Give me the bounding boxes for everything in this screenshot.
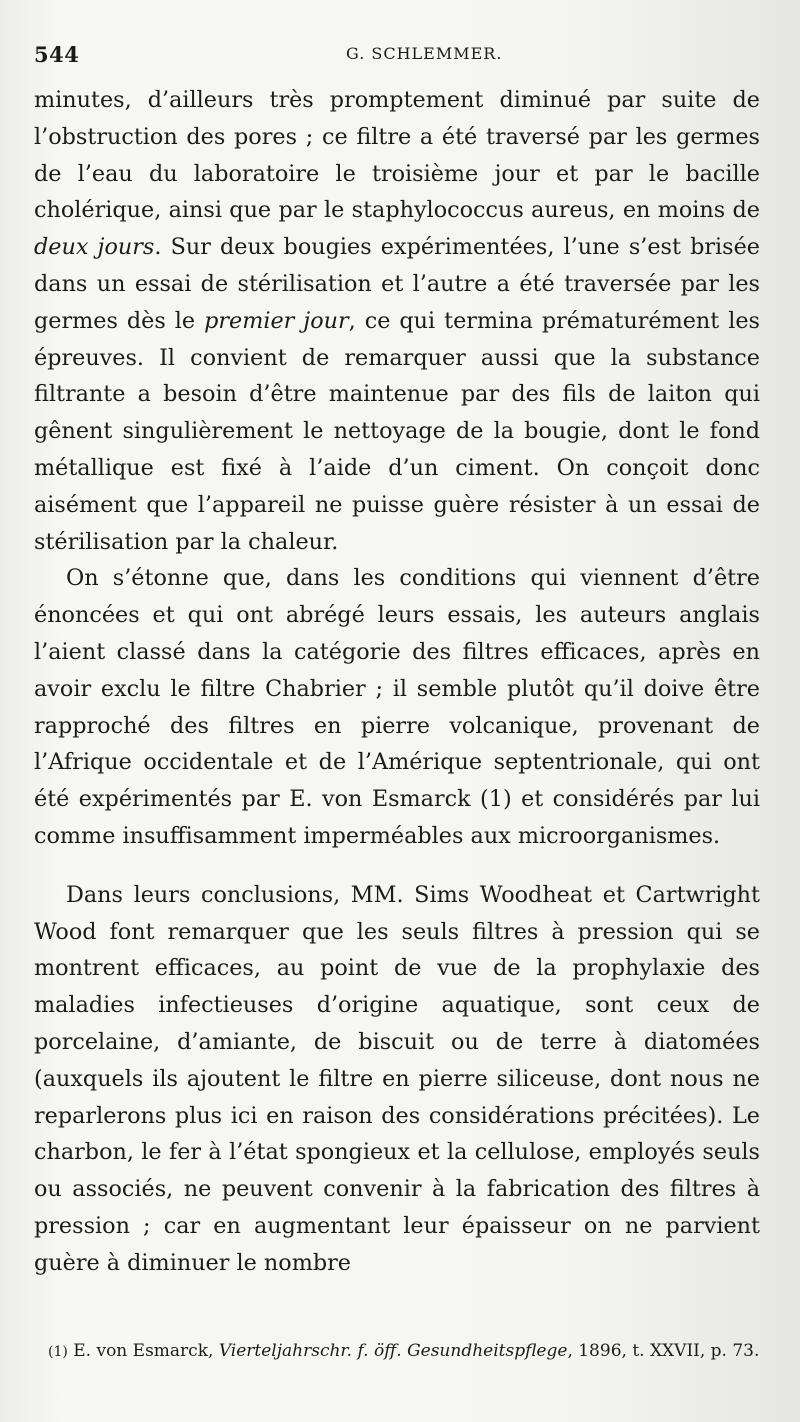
paragraph-1 — [34, 82, 760, 560]
text-segment: Dans leurs conclusions, MM. Sims Woodheat et Cartwright Wood font remarquer que les seuls filtres à pression qui se montrent efficaces, au point de vue de la prophylaxie des maladies infectieuses d’origine aquatique, sont ceux de porcelaine, d’amiante, de biscuit ou de terre à diatomées (auxquels ils ajoutent le filtre en pierre siliceuse, dont nous ne reparlerons plus ici en raison des considérations précitées). Le charbon, le fer à l’état spongieux et la cellulose, employés seuls ou associés, ne peuvent convenir à la fabrication des filtres à pression ; car en augmentant leur épaisseur on ne parvient guère à diminuer le nombre — [34, 881, 760, 1276]
text-segment: . Sur deux bougies expérimentées, l’une s’est brisée dans un essai de stérilisation et l’autre a été traversée par les germes dès le — [34, 234, 760, 334]
text-segment: minutes, d’ailleurs très promptement diminué par suite de l’obstruction des pores ; ce filtre a été traversé par les germes de l’eau du laboratoire le troisième jour et par le bacille cholérique, ainsi que par le staphylococcus aureus, en moins de — [34, 87, 760, 224]
page-header — [34, 42, 760, 82]
text-segment: , ce qui termina prématurément les épreuves. Il convient de remarquer aussi que la substance filtrante a besoin d’être maintenue par des fils de laiton qui gênent singulièrement le nettoyage de la bougie, dont le fond métallique est fixé à l’aide d’un ciment. On conçoit donc aisément que l’appareil ne puisse guère résister à un essai de stérilisation par la chaleur. — [34, 307, 760, 555]
footnote-text: , 1896, t. XXVII, p. 73. — [567, 1341, 760, 1361]
italic-segment: premier jour — [204, 307, 349, 334]
paragraph-3 — [34, 877, 760, 1282]
page-number: 544 — [34, 42, 80, 67]
footnote-mark: (1) — [48, 1344, 68, 1360]
text-segment: On s’étonne que, dans les conditions qui viennent d’être énoncées et qui ont abrégé leurs essais, les auteurs anglais l’aient classé dans la catégorie des filtres efficaces, après en avoir exclu le filtre Chabrier ; il semble plutôt qu’il doive être rapproché des filtres en pierre volcanique, provenant de l’Afrique occidentale et de l’Amérique septentrionale, qui ont été expérimentés par E. von Esmarck (1) et considérés par lui comme insuffisamment imperméables aux microorganismes. — [34, 565, 760, 849]
paragraph-2 — [34, 560, 760, 854]
running-head: G. SCHLEMMER. — [346, 44, 503, 63]
italic-segment: deux jours — [34, 234, 155, 261]
footnote-text: E. von Esmarck, — [73, 1341, 219, 1361]
footnote-journal: Vierteljahrschr. f. öff. Gesundheitspflege — [218, 1341, 568, 1361]
footnote — [48, 1338, 772, 1365]
section-gap — [34, 855, 760, 877]
